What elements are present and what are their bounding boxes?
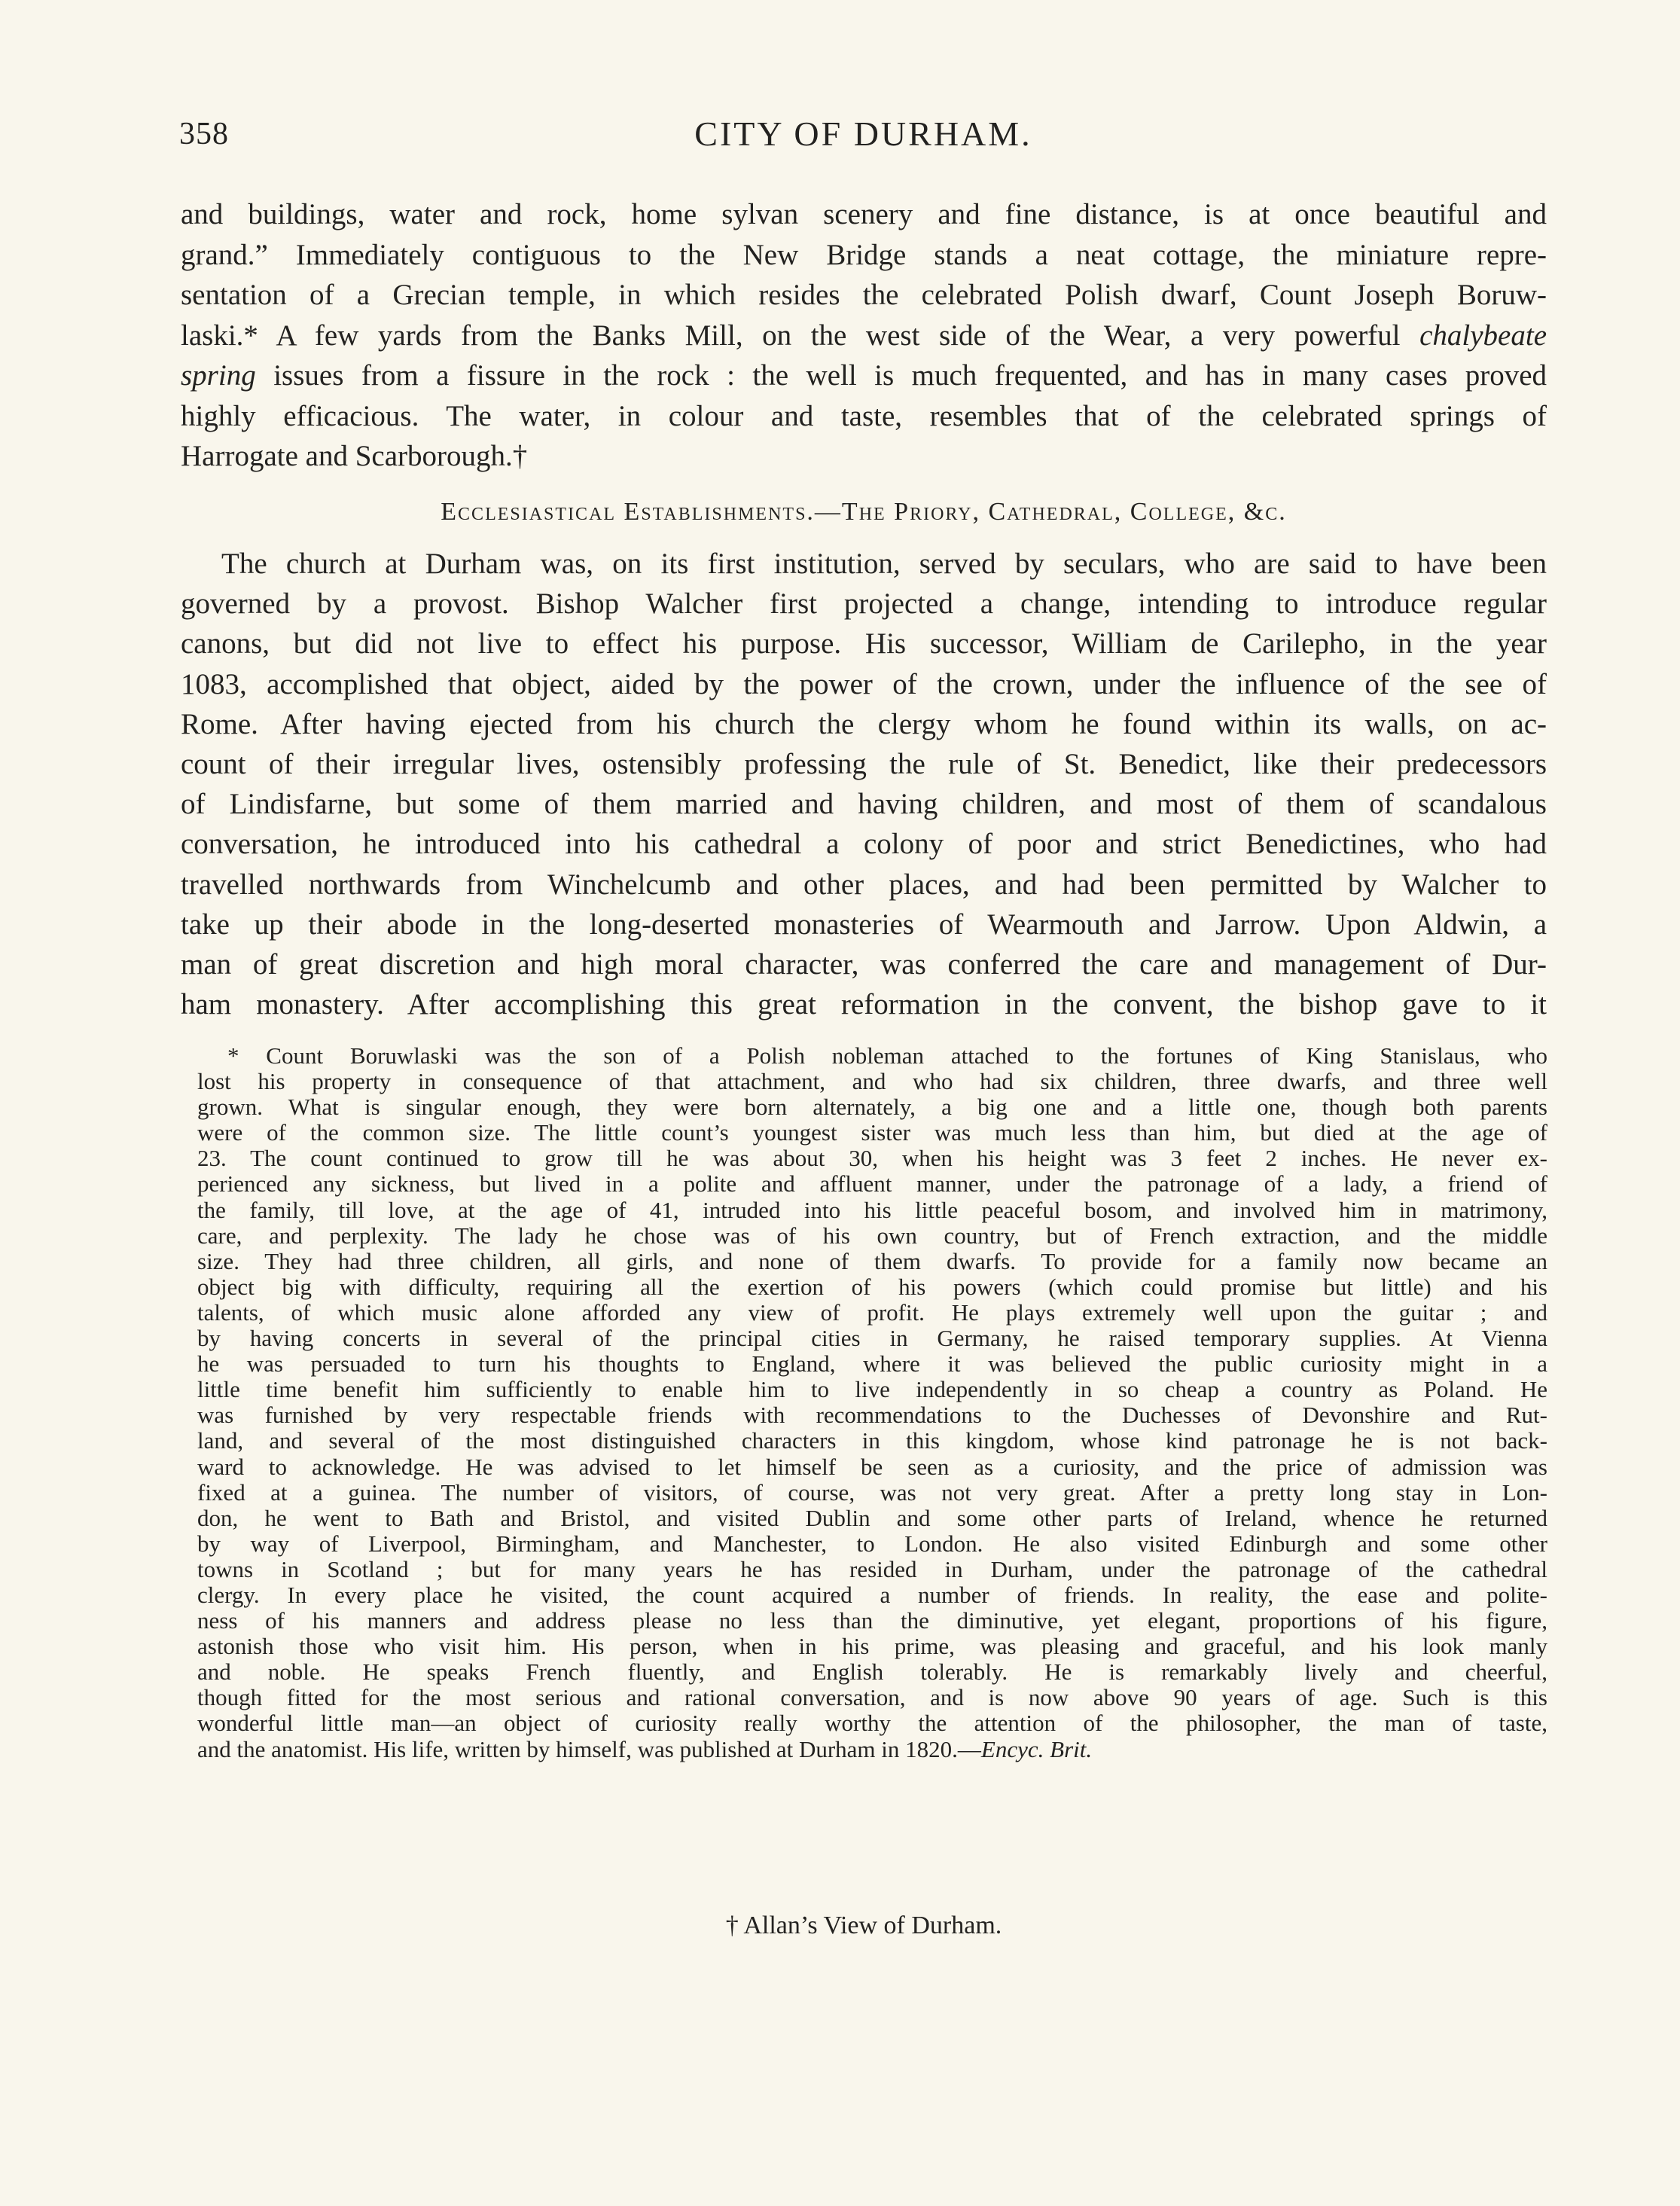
text-line: canons, but did not live to effect his purpose. His successor, William de Carilepho, in the year [181,627,1547,661]
footnote-line: by having concerts in several of the principal cities in Germany, he raised temporary supplies. At Vienna [197,1325,1547,1352]
footnote-boruwlaski [197,1043,1547,1762]
footnote-allan: † Allan’s View of Durham. [725,1912,1002,1939]
footnote-line: land, and several of the most distinguished characters in this kingdom, whose kind patronage he is not back- [197,1427,1547,1454]
text-line: governed by a provost. Bishop Walcher first projected a change, intending to introduce regular [181,587,1547,621]
footnote-line: lost his property in consequence of that attachment, and who had six children, three dwarfs, and three well [197,1068,1547,1095]
paragraph-continuation [181,194,1547,477]
footnote-line: fixed at a guinea. The number of visitors, of course, was not very great. After a pretty long stay in Lon- [197,1478,1547,1506]
text-line: of Lindisfarne, but some of them married and having children, and most of them of scandalous [181,788,1547,821]
paragraph-church-history [181,544,1547,1024]
footnote-line: don, he went to Bath and Bristol, and visited Dublin and some other parts of Ireland, whence he returned [197,1504,1547,1531]
text-line: count of their irregular lives, ostensibly professing the rule of St. Benedict, like their predecessors [181,748,1547,781]
footnote-line: care, and perplexity. The lady he chose was of his own country, but of French extraction, and the middle [197,1222,1547,1249]
text-line: sentation of a Grecian temple, in which resides the celebrated Polish dwarf, Count Joseph Boruw- [181,279,1547,311]
italic-term: chalybeate [1419,319,1547,352]
footnote-line: towns in Scotland ; but for many years he has resided in Durham, under the patronage of the cathedral [197,1555,1547,1582]
footnote-line: he was persuaded to turn his thoughts to England, where it was believed the public curiosity might in a [197,1350,1547,1378]
footnote-line: by way of Liverpool, Birmingham, and Manchester, to London. He also visited Edinburgh and some other [197,1530,1547,1557]
footnote-line: talents, of which music alone afforded any view of profit. He plays extremely well upon the guitar ; and [197,1298,1547,1326]
footnote-line: * Count Boruwlaski was the son of a Polish nobleman attached to the fortunes of King Stanislaus, who [227,1042,1547,1069]
footnote-line: astonish those who visit him. His person, when in his prime, was pleasing and graceful, and his look manly [197,1633,1547,1660]
footnote-line: and noble. He speaks French fluently, and English tolerably. He is remarkably lively and cheerful, [197,1658,1547,1686]
text-line: Harrogate and Scarborough.† [181,440,528,472]
text-line [181,355,1547,396]
footnote-line: wonderful little man—an object of curiosity really worthy the attention of the philosopher, the man of taste, [197,1710,1547,1737]
text-line: Rome. After having ejected from his church the clergy whom he found within its walls, on ac- [181,707,1547,740]
section-heading: Ecclesiastical Establishments.—The Priory, Cathedral, College, &c. [441,498,1287,526]
text-line: travelled northwards from Winchelcumb and other places, and had been permitted by Walcher to [181,868,1547,901]
text-line: ham monastery. After accomplishing this great reformation in the convent, the bishop gave to it [181,988,1547,1021]
text-segment: laski.* A few yards from the Banks Mill, on the west side of the Wear, a very powerful [181,319,1401,352]
footnote-line: object big with difficulty, requiring all the exertion of his powers (which could promise but little) and his [197,1273,1547,1300]
page-header [179,111,1547,157]
footnote-line: ward to acknowledge. He was advised to let himself be seen as a curiosity, and the price of admission was [197,1453,1547,1480]
running-title: CITY OF DURHAM. [694,114,1032,153]
footnote-line: clergy. In every place he visited, the count acquired a number of friends. In reality, the ease and polite- [197,1581,1547,1608]
text-line: grand.” Immediately contiguous to the New Bridge stands a neat cottage, the miniature repre- [181,238,1547,271]
text-line [181,316,1547,356]
page-number: 358 [179,117,229,151]
text-line: The church at Durham was, on its first institution, served by seculars, who are said to have been [221,548,1547,580]
text-segment: issues from a fissure in the rock : the well is much frequented, and has in many cases proved [273,359,1547,392]
footnote-line: was furnished by very respectable friends with recommendations to the Duchesses of Devonshire and Rut- [197,1402,1547,1429]
footnote-line: though fitted for the most serious and rational conversation, and is now above 90 years of age. Such is this [197,1684,1547,1711]
text-line: take up their abode in the long-deserted monasteries of Wearmouth and Jarrow. Upon Aldwin, a [181,908,1547,941]
footnote-line: the family, till love, at the age of 41, intruded into his little peaceful bosom, and involved him in matrimony, [197,1196,1547,1223]
footnote-line: grown. What is singular enough, they were born alternately, a big one and a little one, though both parents [197,1094,1547,1121]
footnote-line: size. They had three children, all girls, and none of them dwarfs. To provide for a family now became an [197,1247,1547,1274]
text-line: and buildings, water and rock, home sylvan scenery and fine distance, is at once beautiful and [181,198,1547,230]
footnote-citation: Encyc. Brit. [980,1735,1093,1762]
text-line: man of great discretion and high moral character, was conferred the care and management of Dur- [181,948,1547,981]
text-line: conversation, he introduced into his cathedral a colony of poor and strict Benedictines, who had [181,828,1547,861]
text-line: 1083, accomplished that object, aided by the power of the crown, under the influence of the see of [181,667,1547,700]
footnote-line: perienced any sickness, but lived in a polite and affluent manner, under the patronage of a lady, a friend of [197,1170,1547,1198]
text-line: highly efficacious. The water, in colour and taste, resembles that of the celebrated springs of [181,399,1547,432]
footnote-line: 23. The count continued to grow till he was about 30, when his height was 3 feet 2 inches. He never ex- [197,1145,1547,1172]
footnote-line: ness of his manners and address please no less than the diminutive, yet elegant, proportions of his figure, [197,1607,1547,1634]
footnote-line: were of the common size. The little count’s youngest sister was much less than him, but died at the age of [197,1119,1547,1146]
text-segment: and the anatomist. His life, written by himself, was published at Durham in 1820.— [197,1735,981,1762]
italic-term: spring [181,359,256,392]
footnote-line: little time benefit him sufficiently to enable him to live independently in so cheap a country as Poland. He [197,1376,1547,1403]
footnote-line [197,1737,1547,1762]
